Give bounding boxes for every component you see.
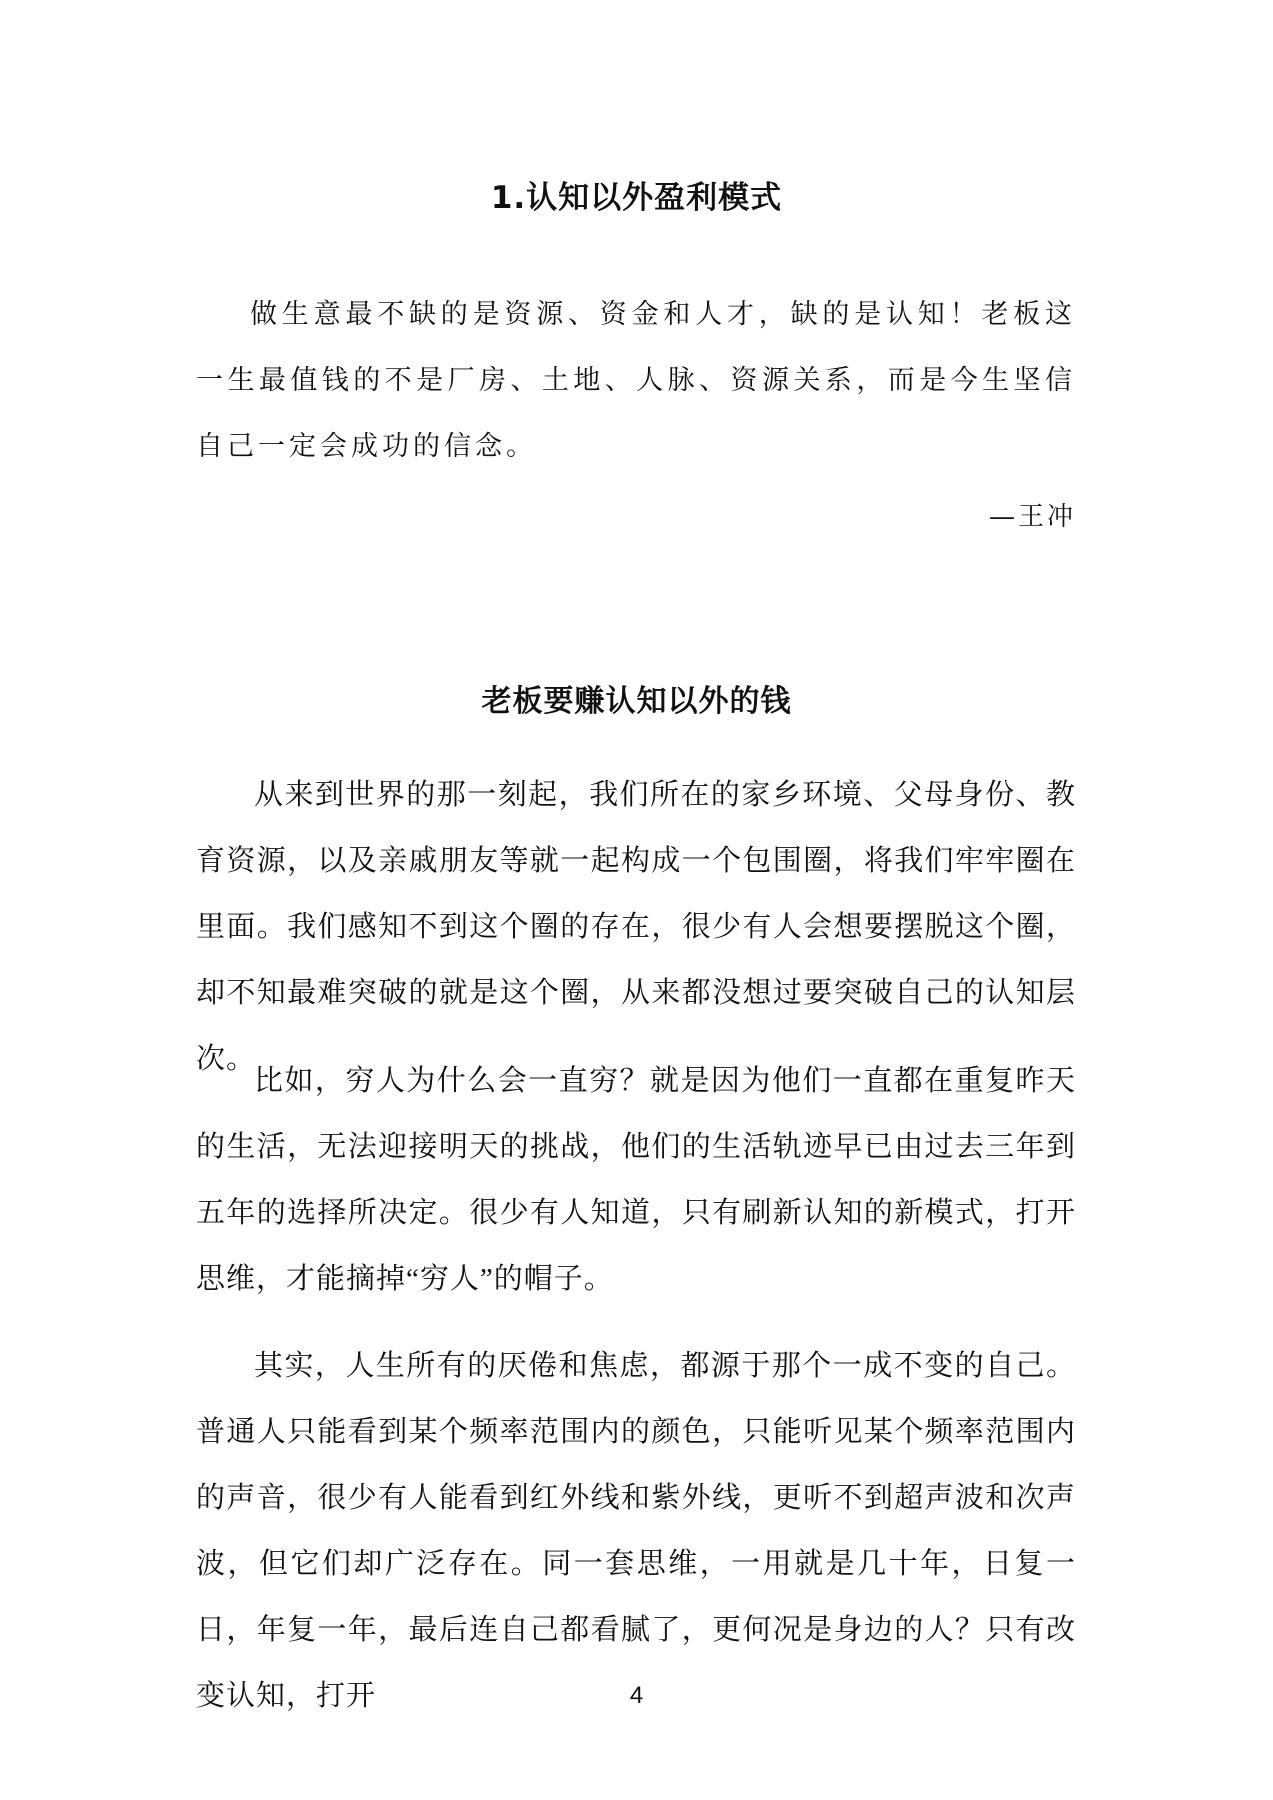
chapter-title: 1.认知以外盈利模式 (490, 180, 783, 216)
body-paragraph: 比如，穷人为什么会一直穷？就是因为他们一直都在重复昨天的生活，无法迎接明天的挑战，他们的生活轨迹早已由过去三年到五年的选择所决定。很少有人知道，只有刷新认知的新模式，打开思维，才能摘掉“穷人”的帽子。 (196, 1065, 1076, 1295)
epigraph-quote: 做生意最不缺的是资源、资金和人才，缺的是认知！老板这一生最值钱的不是厂房、土地、人脉、资源关系，而是今生坚信自己一定会成功的信念。 (196, 299, 1076, 462)
page-number: 4 (629, 1682, 644, 1709)
section-title: 老板要赚认知以外的钱 (481, 684, 792, 719)
body-paragraph: 其实，人生所有的厌倦和焦虑，都源于那个一成不变的自己。普通人只能看到某个频率范围内的颜色，只能听见某个频率范围内的声音，很少有人能看到红外线和紫外线，更听不到超声波和次声波，但它们却广泛存在。同一套思维，一用就是几十年，日复一日，年复一年，最后连自己都看腻了，更何况是身边的人？只有改变认知，打开 (196, 1350, 1076, 1712)
epigraph-attribution: —王冲 (988, 502, 1076, 532)
body-paragraph: 从来到世界的那一刻起，我们所在的家乡环境、父母身份、教育资源，以及亲戚朋友等就一起构成一个包围圈，将我们牢牢圈在里面。我们感知不到这个圈的存在，很少有人会想要摆脱这个圈，却不知最难突破的就是这个圈，从来都没想过要突破自己的认知层次。 (196, 779, 1076, 1075)
